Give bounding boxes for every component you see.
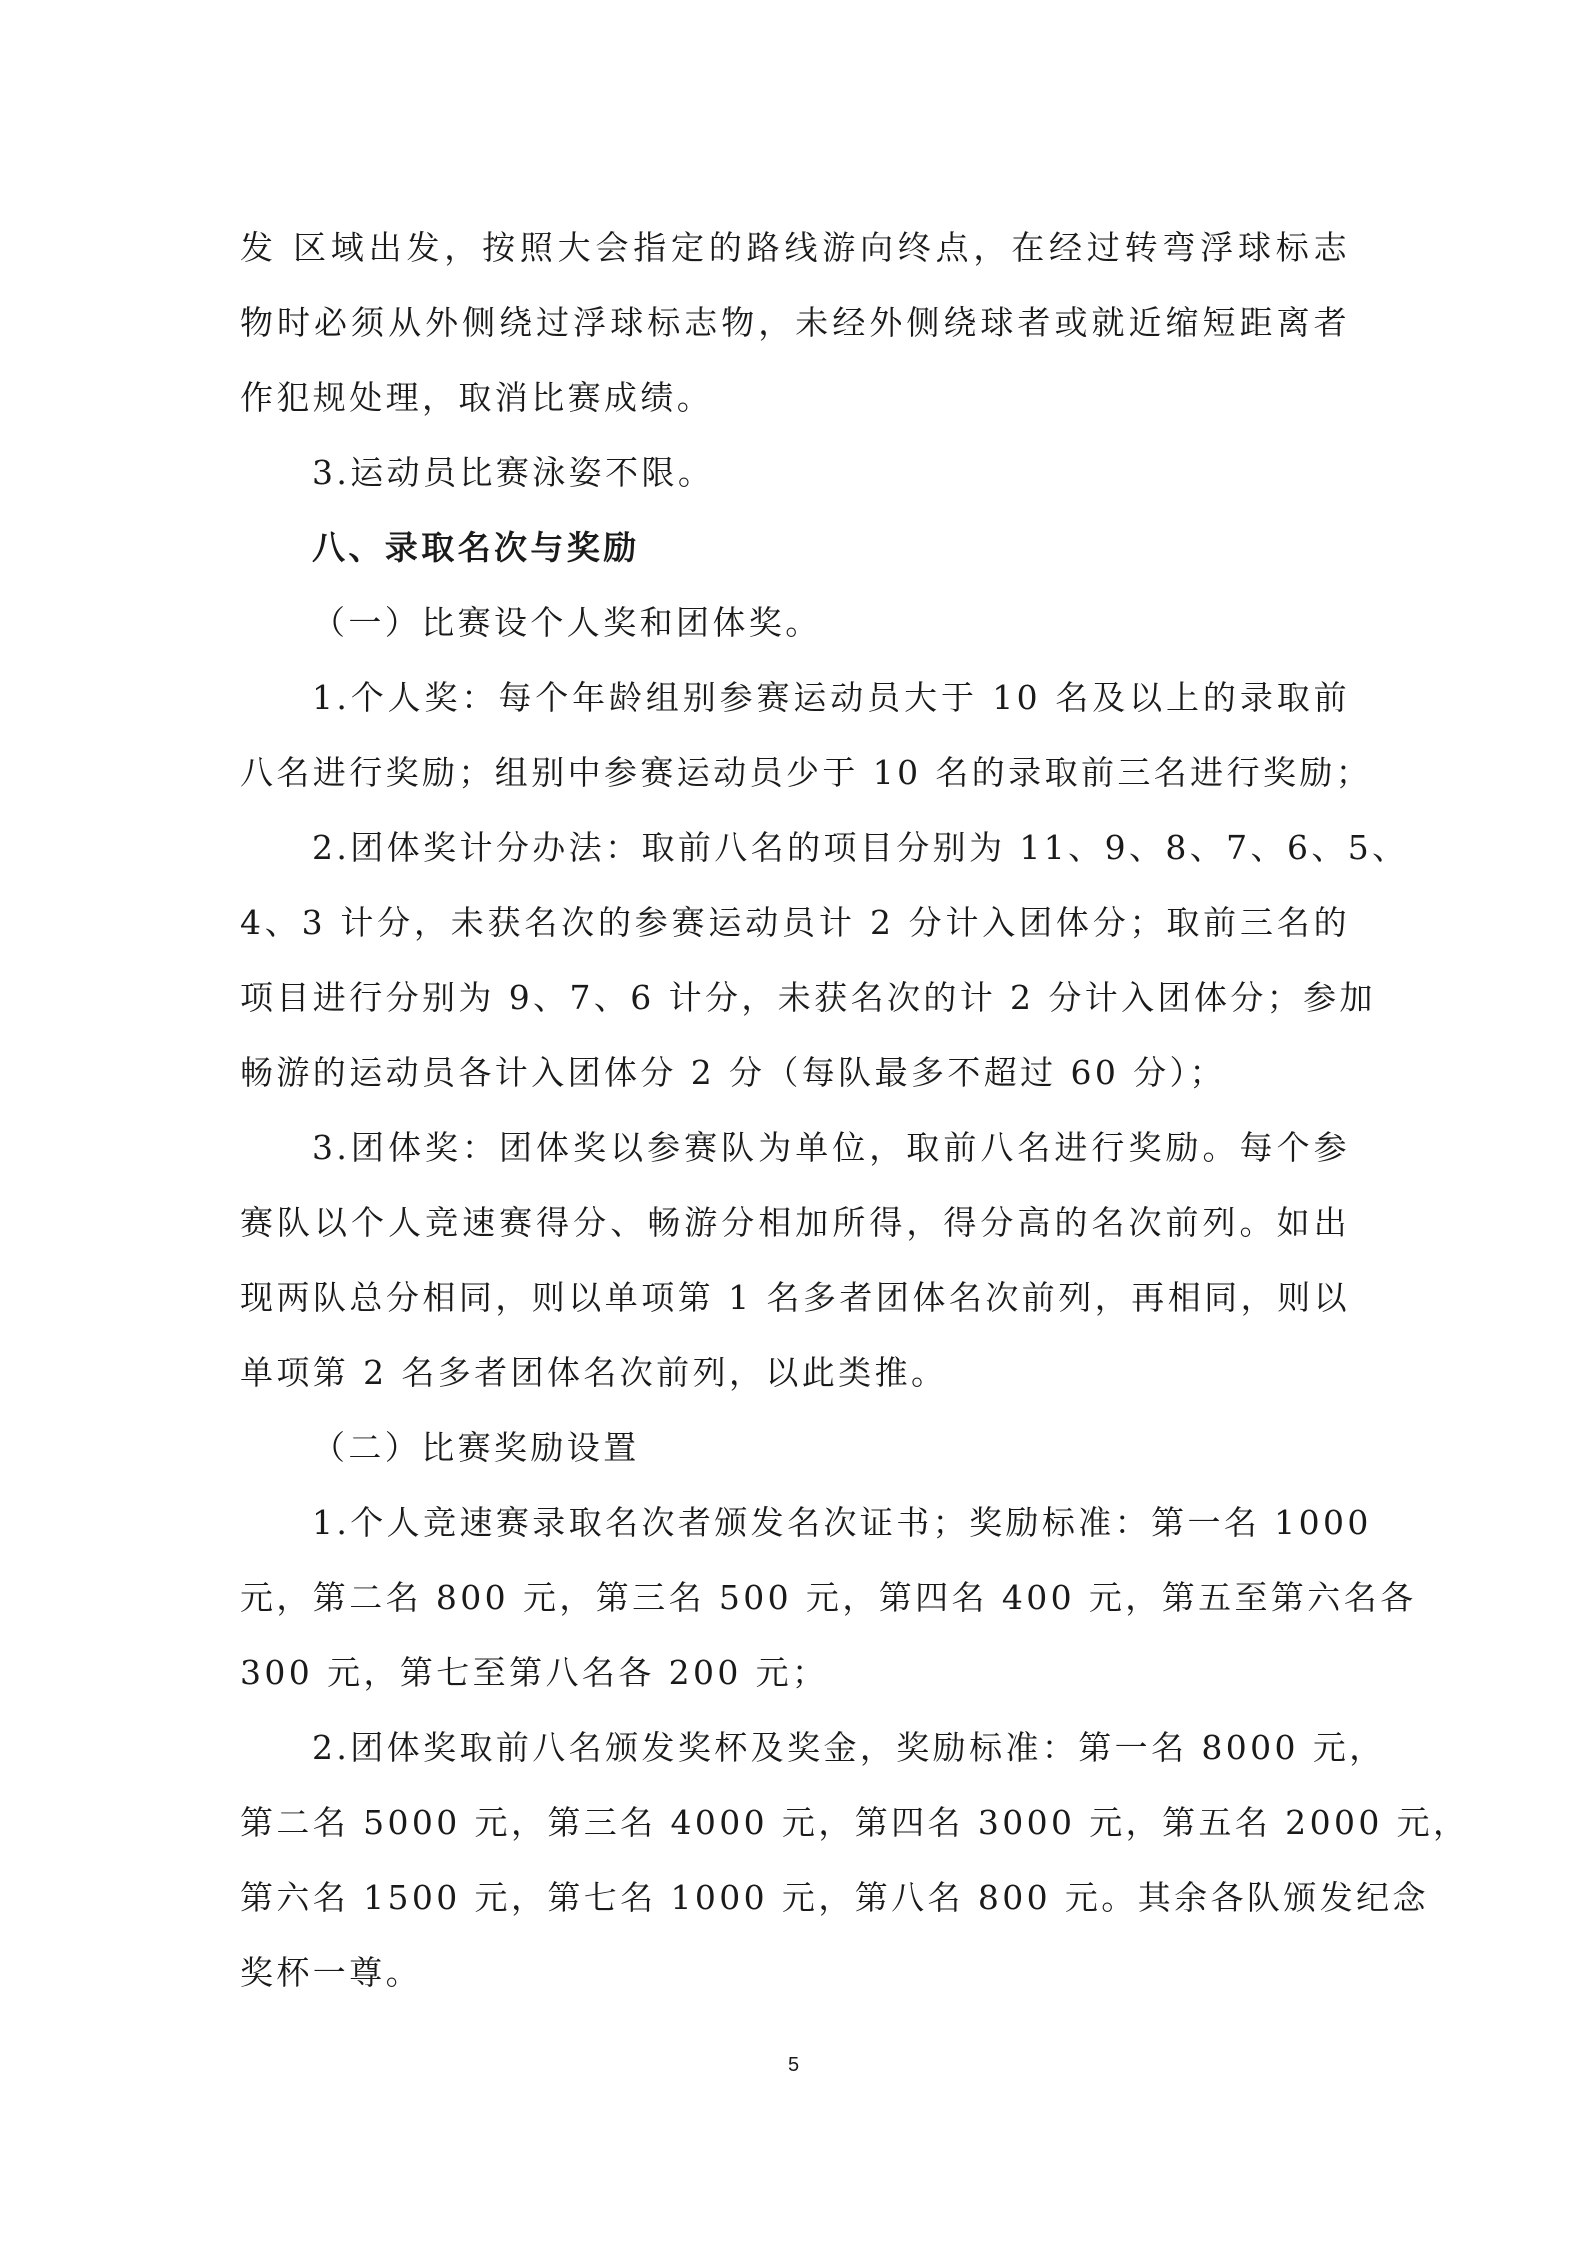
page-number: 5	[787, 2054, 800, 2076]
body-line: 赛队以个人竞速赛得分、畅游分相加所得，得分高的名次前列。如出	[240, 1203, 1350, 1242]
body-line: 第六名 1500 元，第七名 1000 元，第八名 800 元。其余各队颁发纪念	[240, 1878, 1429, 1917]
body-line: 元，第二名 800 元，第三名 500 元，第四名 400 元，第五至第六名各	[240, 1578, 1417, 1617]
body-line: 奖杯一尊。	[240, 1953, 422, 1992]
body-line: 300 元，第七至第八名各 200 元；	[240, 1653, 829, 1692]
body-line: 畅游的运动员各计入团体分 2 分（每队最多不超过 60 分）；	[240, 1053, 1226, 1092]
subsection-heading: （二）比赛奖励设置	[312, 1428, 640, 1467]
body-line: 现两队总分相同，则以单项第 1 名多者团体名次前列，再相同，则以	[240, 1278, 1350, 1317]
body-line: 1.个人竞速赛录取名次者颁发名次证书；奖励标准：第一名 1000	[312, 1503, 1372, 1542]
body-line: 发 区域出发，按照大会指定的路线游向终点，在经过转弯浮球标志	[240, 228, 1350, 267]
body-line: 作犯规处理，取消比赛成绩。	[240, 378, 714, 417]
subsection-heading: （一）比赛设个人奖和团体奖。	[312, 603, 822, 642]
body-line: 第二名 5000 元，第三名 4000 元，第四名 3000 元，第五名 2000 元，	[240, 1803, 1470, 1842]
body-line: 4、3 计分，未获名次的参赛运动员计 2 分计入团体分；取前三名的	[240, 903, 1350, 942]
body-line: 2.团体奖取前八名颁发奖杯及奖金，奖励标准：第一名 8000 元，	[312, 1728, 1386, 1767]
body-line: 2.团体奖计分办法：取前八名的项目分别为 11、9、8、7、6、5、	[312, 828, 1409, 867]
body-line: 3.团体奖：团体奖以参赛队为单位，取前八名进行奖励。每个参	[312, 1128, 1350, 1167]
body-line: 八名进行奖励；组别中参赛运动员少于 10 名的录取前三名进行奖励；	[240, 753, 1373, 792]
body-line: 1.个人奖：每个年龄组别参赛运动员大于 10 名及以上的录取前	[312, 678, 1350, 717]
body-line: 物时必须从外侧绕过浮球标志物，未经外侧绕球者或就近缩短距离者	[240, 303, 1350, 342]
body-line: 项目进行分别为 9、7、6 计分，未获名次的计 2 分计入团体分；参加	[240, 978, 1376, 1017]
body-line: 3.运动员比赛泳姿不限。	[312, 453, 715, 492]
body-line: 单项第 2 名多者团体名次前列，以此类推。	[240, 1353, 948, 1392]
section-heading: 八、录取名次与奖励	[312, 528, 640, 567]
document-body	[240, 210, 1470, 2010]
